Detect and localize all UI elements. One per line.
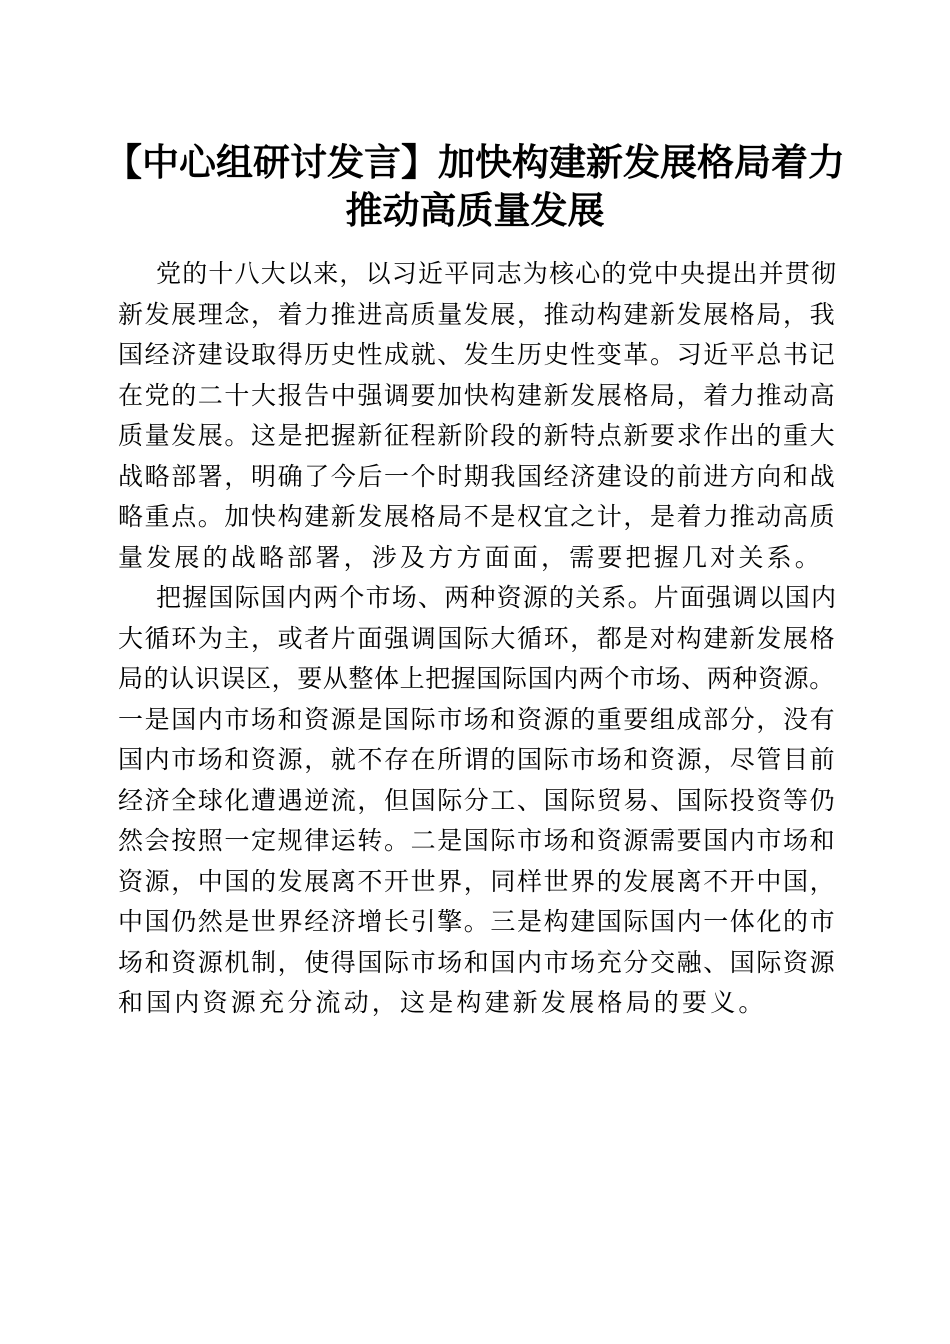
text-line: 大循环为主，或者片面强调国际大循环，都是对构建新发展格 <box>118 623 837 653</box>
text-line: 一是国内市场和资源是国际市场和资源的重要组成部分，没有 <box>118 704 837 734</box>
text-line: 然会按照一定规律运转。二是国际市场和资源需要国内市场和 <box>118 826 837 855</box>
title-line: 【中心组研讨发言】加快构建新发展格局着力 <box>105 140 845 184</box>
text-line: 资源，中国的发展离不开世界，同样世界的发展离不开中国， <box>118 866 837 896</box>
document-body <box>118 254 838 1024</box>
text-line: 中国仍然是世界经济增长引擎。三是构建国际国内一体化的市 <box>118 907 837 936</box>
title-line: 推动高质量发展 <box>345 188 605 232</box>
paragraph <box>118 254 838 578</box>
text-line: 局的认识误区，要从整体上把握国际国内两个市场、两种资源。 <box>118 664 835 693</box>
text-line: 战略部署，明确了今后一个时期我国经济建设的前进方向和战 <box>118 461 837 491</box>
text-line: 国经济建设取得历史性成就、发生历史性变革。习近平总书记 <box>118 340 837 369</box>
text-line: 新发展理念，着力推进高质量发展，推动构建新发展格局，我 <box>118 299 837 329</box>
text-line: 和国内资源充分流动，这是构建新发展格局的要义。 <box>118 988 767 1017</box>
paragraph <box>118 578 838 1024</box>
text-line: 质量发展。这是把握新征程新阶段的新特点新要求作出的重大 <box>118 421 837 450</box>
text-line: 略重点。加快构建新发展格局不是权宜之计，是着力推动高质 <box>118 502 837 531</box>
text-line: 经济全球化遭遇逆流，但国际分工、国际贸易、国际投资等仍 <box>118 785 837 815</box>
text-line: 党的十八大以来，以习近平同志为核心的党中央提出并贯彻 <box>156 259 838 288</box>
text-line: 场和资源机制，使得国际市场和国内市场充分交融、国际资源 <box>118 947 837 977</box>
text-line: 量发展的战略部署，涉及方方面面，需要把握几对关系。 <box>118 542 824 572</box>
text-line: 在党的二十大报告中强调要加快构建新发展格局，着力推动高 <box>118 380 837 410</box>
text-line: 把握国际国内两个市场、两种资源的关系。片面强调以国内 <box>156 583 838 612</box>
text-line: 国内市场和资源，就不存在所谓的国际市场和资源，尽管目前 <box>118 745 837 774</box>
document-title <box>100 138 850 234</box>
